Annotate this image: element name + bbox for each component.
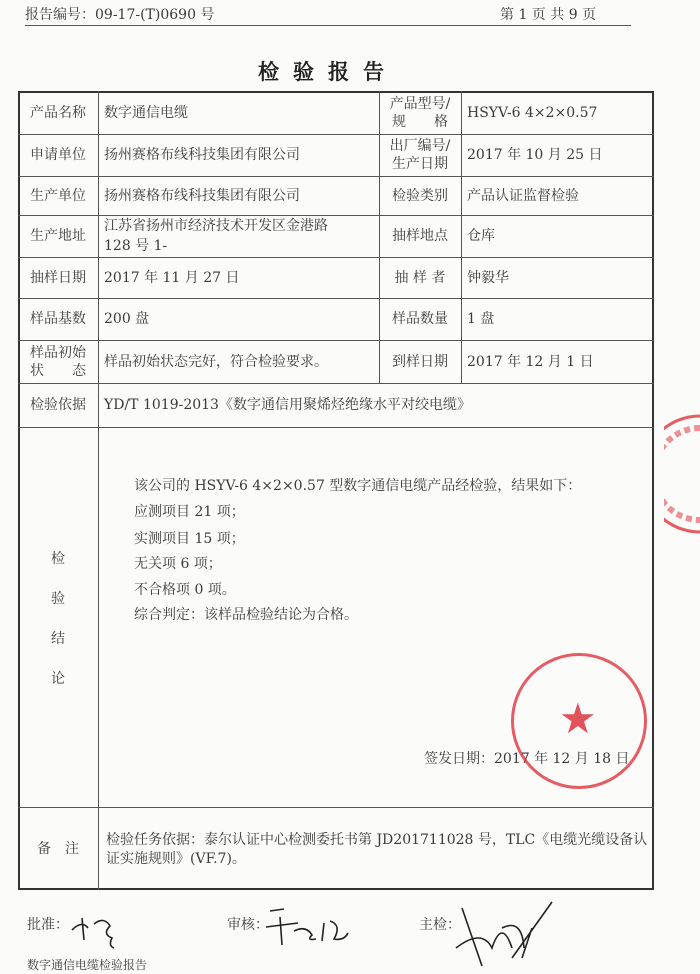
approve-label: 批准： xyxy=(27,917,69,933)
label: 检验依据 xyxy=(30,397,86,413)
report-number-value: 09-17-(T)0690 号 xyxy=(95,7,215,23)
partial-seal xyxy=(664,412,700,536)
star-icon: ★ xyxy=(559,694,597,743)
label-char: 检 xyxy=(51,551,65,567)
label: 抽样日期 xyxy=(30,269,86,286)
value: 2017 年 11 月 27 日 xyxy=(104,269,240,286)
label: 抽 样 者 xyxy=(394,269,446,286)
value: 仓库 xyxy=(467,228,495,244)
conclusion-line: 综合判定：该样品检验结论为合格。 xyxy=(134,607,358,623)
value: 1 盘 xyxy=(467,311,495,327)
header-divider xyxy=(25,25,631,26)
footer-text: 数字通信电缆检验报告 xyxy=(27,958,148,972)
issue-date: 签发日期：2017 年 12 月 18 日 xyxy=(424,751,630,767)
label: 样品初始 xyxy=(30,344,86,361)
official-seal xyxy=(511,653,647,789)
label: 生产地址 xyxy=(30,228,86,244)
value: 200 盘 xyxy=(104,311,150,327)
notes-text xyxy=(106,831,650,869)
conclusion-line: 应测项目 21 项； xyxy=(134,504,245,520)
conclusion-line: 不合格项 0 项。 xyxy=(134,582,236,598)
value: 样品初始状态完好，符合检验要求。 xyxy=(104,353,328,370)
inspector-signature xyxy=(452,898,562,970)
value: 钟毅华 xyxy=(467,269,509,286)
label: 出厂编号/ xyxy=(389,138,451,154)
page-title: 检验报告 xyxy=(258,59,398,84)
label: 抽样地点 xyxy=(392,228,448,244)
notes-line: 检验任务依据：泰尔认证中心检测委托书第 JD201711028 号，TLC《电缆光缆设备 xyxy=(106,832,634,848)
report-number xyxy=(25,4,214,24)
value: 江苏省扬州市经济技术开发区金港路 xyxy=(104,218,328,234)
label-char: 结 xyxy=(51,631,65,647)
label: 检验类别 xyxy=(392,187,448,204)
conclusion-line: 该公司的 HSYV-6 4×2×0.57 型数字通信电缆产品经检验，结果如下： xyxy=(134,478,582,494)
label: 规 格 xyxy=(392,113,448,130)
label: 样品基数 xyxy=(30,311,86,327)
approve-signature xyxy=(68,900,128,950)
label: 生产单位 xyxy=(30,187,86,204)
label: 产品型号/ xyxy=(389,95,451,112)
label: 到样日期 xyxy=(392,353,448,370)
conclusion-line: 无关项 6 项； xyxy=(134,556,222,572)
value: 2017 年 10 月 25 日 xyxy=(467,147,603,163)
row-divider xyxy=(18,807,654,808)
label: 样品数量 xyxy=(392,311,448,327)
row-divider xyxy=(18,427,654,428)
value: 数字通信电缆 xyxy=(104,104,188,121)
value: 128 号 1- xyxy=(104,238,168,254)
value: 产品认证监督检验 xyxy=(467,187,579,204)
label: 产品名称 xyxy=(30,104,86,121)
notes-line: 认证实施规则》(VF.7)。 xyxy=(106,832,648,867)
report-number-label: 报告编号： xyxy=(25,7,95,23)
label: 申请单位 xyxy=(30,147,86,163)
value: HSYV-6 4×2×0.57 xyxy=(467,104,598,121)
value: YD/T 1019-2013《数字通信用聚烯烃绝缘水平对绞电缆》 xyxy=(104,397,471,413)
value: 2017 年 12 月 1 日 xyxy=(467,353,594,370)
label: 状 态 xyxy=(30,362,86,379)
page-indicator: 第 1 页 共 9 页 xyxy=(500,7,597,23)
value: 扬州赛格布线科技集团有限公司 xyxy=(104,147,300,163)
review-signature xyxy=(258,905,358,950)
label: 备 注 xyxy=(37,840,79,857)
conclusion-line: 实测项目 15 项； xyxy=(134,531,245,547)
review-label: 审核： xyxy=(227,917,269,933)
value: 扬州赛格布线科技集团有限公司 xyxy=(104,187,300,204)
label-char: 验 xyxy=(51,591,65,607)
label-char: 论 xyxy=(51,671,65,687)
inspector-label: 主检： xyxy=(419,917,461,933)
label: 生产日期 xyxy=(392,156,448,172)
